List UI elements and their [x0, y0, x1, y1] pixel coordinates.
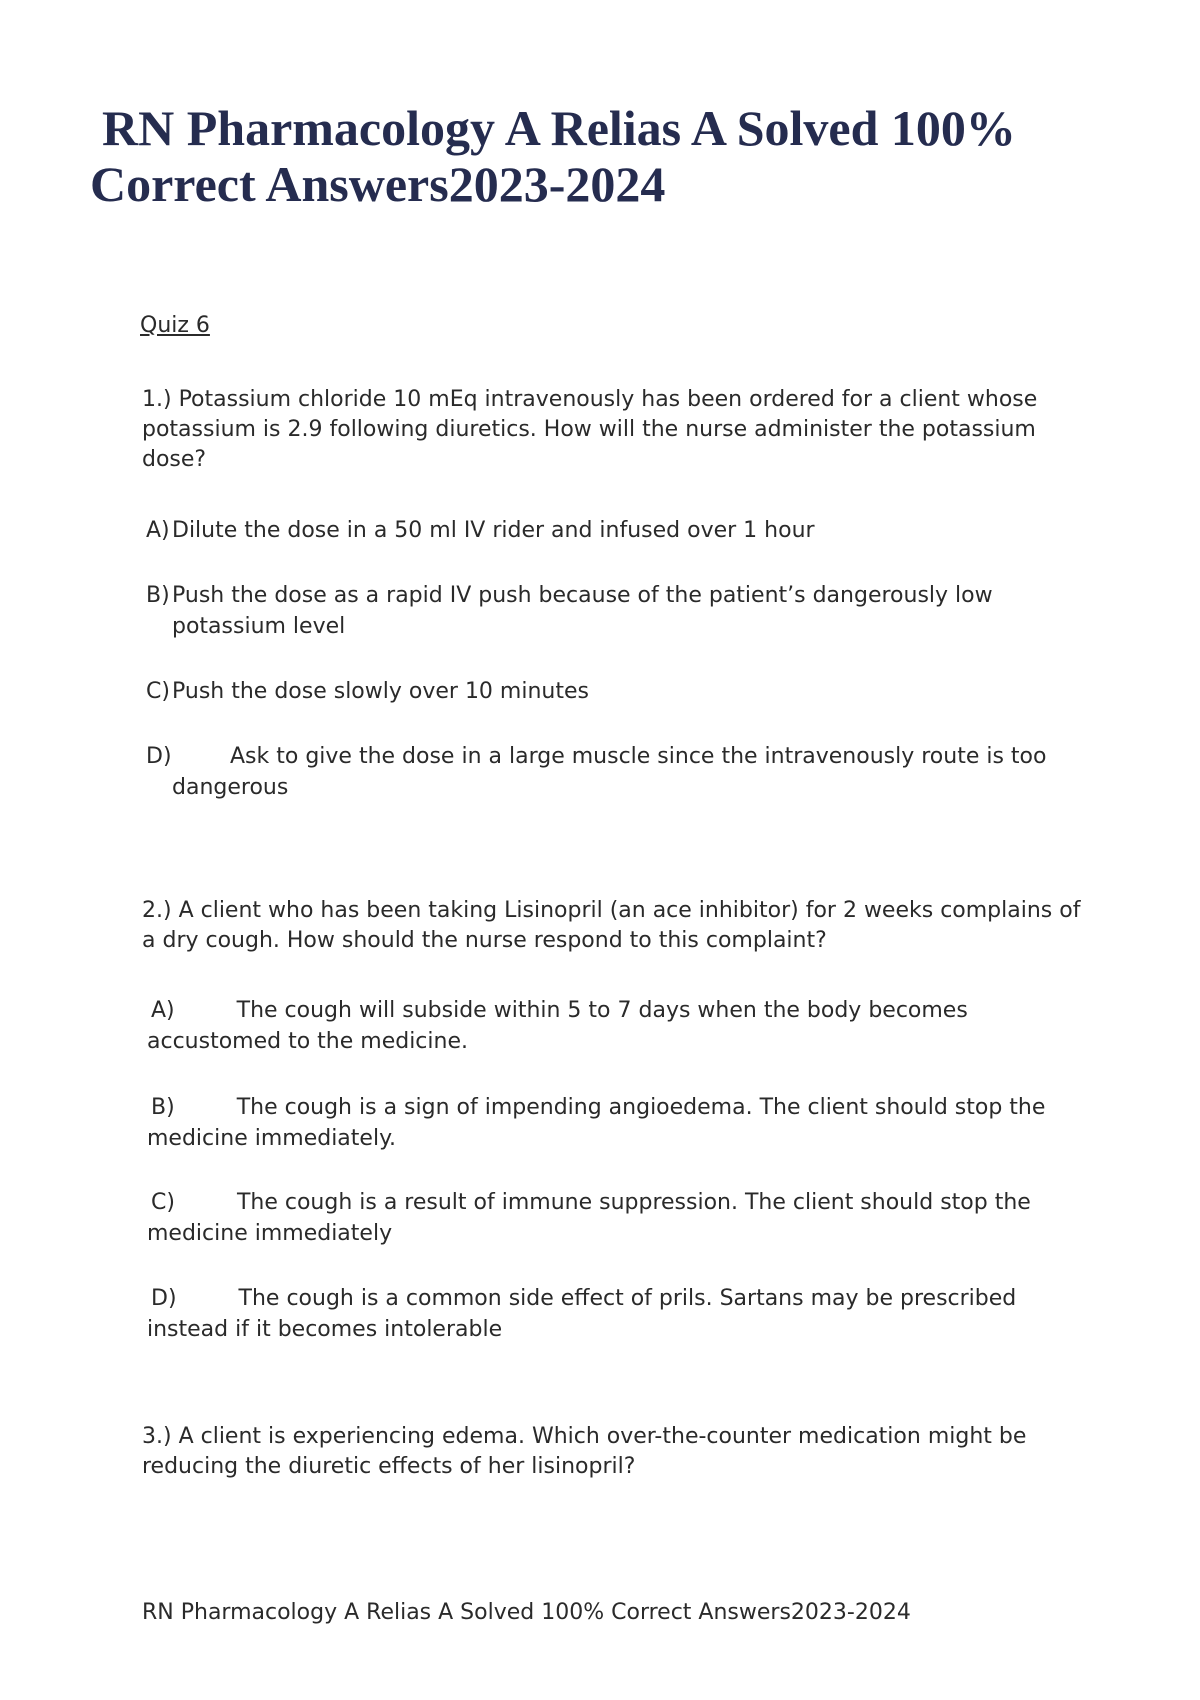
q2-option-d: [147, 1283, 1067, 1345]
q1-option-c: [146, 676, 1066, 707]
title-line-1: RN Pharmacology A Relias A Solved 100%: [102, 100, 1016, 156]
q2-option-b: [147, 1092, 1067, 1154]
question-3: 3.) A client is experiencing edema. Which over-the-counter medication might be reducing the diuretic effects of her lisinopril?: [142, 1424, 1027, 1479]
option-text-line-1: The cough is a common side effect of prils. Sartans may be prescribed: [238, 1286, 1017, 1311]
q2-option-c: [147, 1187, 1067, 1249]
option-letter: D): [146, 744, 172, 769]
option-text-line-1: The cough will subside within 5 to 7 days when the body becomes: [236, 998, 968, 1023]
option-text-line-2: medicine immediately: [147, 1221, 393, 1246]
option-text-line-1: The cough is a result of immune suppression. The client should stop the: [236, 1190, 1031, 1215]
question-2: 2.) A client who has been taking Lisinopril (an ace inhibitor) for 2 weeks complains of a dry cough. How should the nurse respond to this complaint?: [142, 898, 1081, 953]
q1-option-a: [146, 515, 1066, 546]
option-text-line-2: medicine immediately.: [147, 1126, 396, 1151]
option-letter: A): [146, 518, 170, 543]
option-letter: A): [151, 998, 175, 1023]
q1-option-d: [146, 741, 1066, 803]
option-text-line-1: Ask to give the dose in a large muscle since the intravenously route is too: [230, 744, 1047, 769]
option-letter: B): [151, 1095, 175, 1120]
option-text-line-2: accustomed to the medicine.: [147, 1029, 468, 1054]
option-letter: B): [146, 583, 170, 608]
option-text-line-1: Push the dose as a rapid IV push because of the patient’s dangerously low: [172, 583, 993, 608]
option-text-line-2: potassium level: [172, 614, 346, 639]
option-letter: D): [151, 1286, 177, 1311]
document-title: [90, 100, 1090, 212]
option-text-line-2: instead if it becomes intolerable: [147, 1317, 503, 1342]
q1-option-b: [146, 580, 1066, 642]
q2-option-a: [147, 995, 1067, 1057]
option-text-line-1: The cough is a sign of impending angioedema. The client should stop the: [236, 1095, 1046, 1120]
option-text: Push the dose slowly over 10 minutes: [172, 679, 589, 704]
question-1: 1.) Potassium chloride 10 mEq intravenously has been ordered for a client whose potassium is 2.9 following diuretics. How will the nurse administer the potassium dose?: [142, 387, 1038, 472]
title-line-2: Correct Answers2023-2024: [90, 156, 666, 212]
page-footer: RN Pharmacology A Relias A Solved 100% Correct Answers2023-2024: [142, 1600, 911, 1625]
option-text: Dilute the dose in a 50 ml IV rider and infused over 1 hour: [172, 518, 815, 543]
option-text-line-2: dangerous: [172, 775, 289, 800]
quiz-label: Quiz 6: [140, 313, 210, 338]
option-letter: C): [151, 1190, 175, 1215]
option-letter: C): [146, 679, 170, 704]
